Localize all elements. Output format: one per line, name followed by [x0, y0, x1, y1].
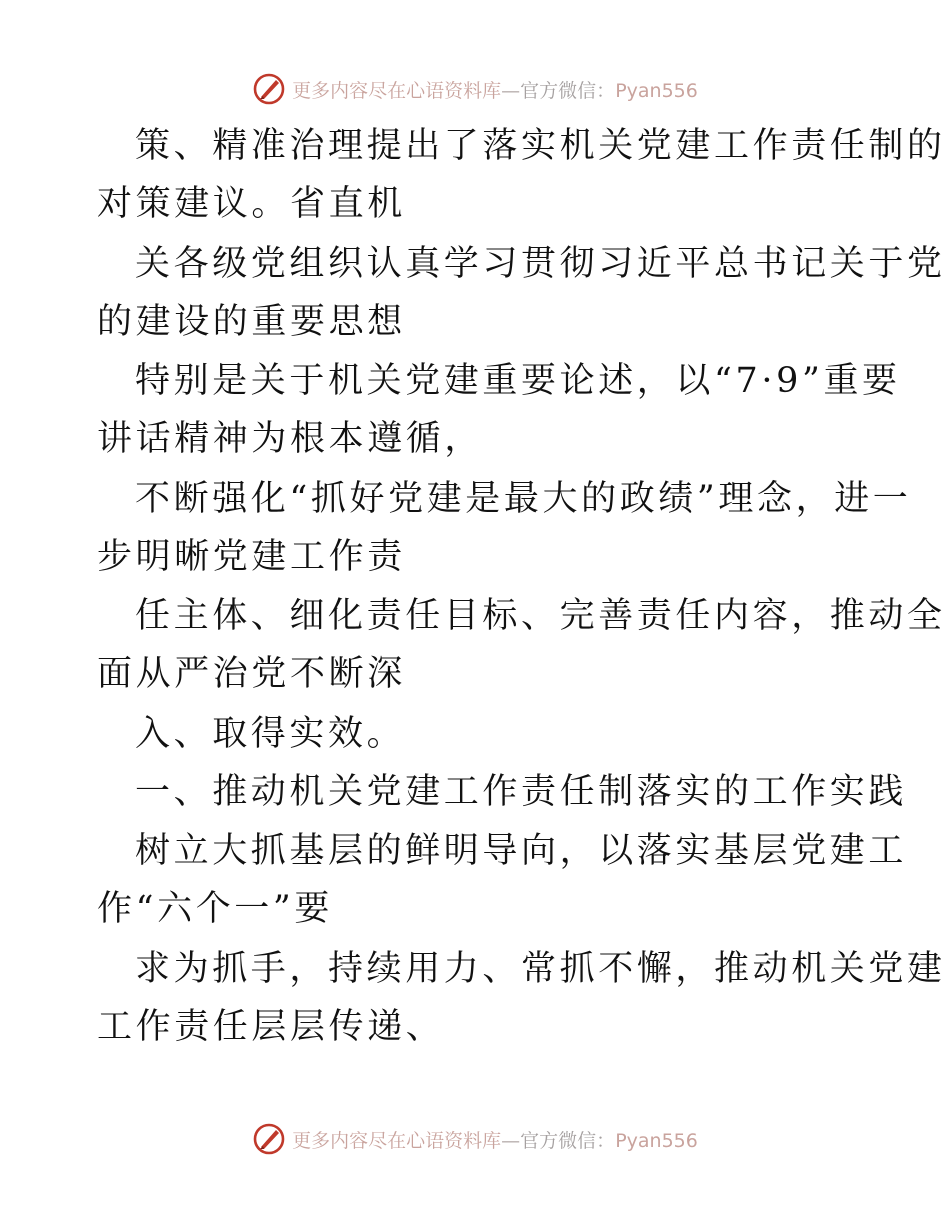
text-line: 树立大抓基层的鲜明导向，以落实基层党建工	[135, 831, 908, 871]
footer-watermark	[0, 1122, 950, 1156]
text-line: 任主体、细化责任目标、完善责任内容，推动全	[135, 596, 946, 636]
text-line: 面从严治党不断深	[97, 654, 406, 694]
watermark-text	[292, 76, 698, 103]
text-line: 讲话精神为根本遵循，	[97, 419, 484, 459]
watermark-label: 官方微信：	[520, 1129, 616, 1152]
quill-logo-icon	[252, 72, 286, 106]
text-line: 策、精准治理提出了落实机关党建工作责任制的	[135, 126, 946, 166]
text-line: 求为抓手，持续用力、常抓不懈，推动机关党建	[135, 949, 946, 989]
text-line: 工作责任层层传递、	[97, 1007, 445, 1047]
quill-logo-icon	[252, 1122, 286, 1156]
watermark-id: Pyan556	[615, 79, 698, 102]
text-line: 不断强化“抓好党建是最大的政绩”理念，进一	[135, 479, 912, 519]
watermark-main: 更多内容尽在心语资料库	[292, 79, 502, 102]
text-line: 对策建议。省直机	[97, 184, 406, 224]
watermark-main: 更多内容尽在心语资料库	[292, 1129, 502, 1152]
text-line: 步明晰党建工作责	[97, 537, 406, 577]
header-watermark	[0, 72, 950, 106]
watermark-dash: —	[501, 1129, 521, 1152]
watermark-dash: —	[501, 79, 521, 102]
text-line: 关各级党组织认真学习贯彻习近平总书记关于党	[135, 244, 946, 284]
watermark-label: 官方微信：	[520, 79, 616, 102]
text-line: 作“六个一”要	[97, 889, 333, 929]
watermark-text	[292, 1126, 698, 1153]
text-line: 特别是关于机关党建重要论述，以“7·9”重要	[135, 361, 901, 401]
section-heading: 一、推动机关党建工作责任制落实的工作实践	[135, 772, 908, 812]
text-line: 的建设的重要思想	[97, 302, 406, 342]
watermark-id: Pyan556	[615, 1129, 698, 1152]
text-line: 入、取得实效。	[135, 714, 406, 754]
